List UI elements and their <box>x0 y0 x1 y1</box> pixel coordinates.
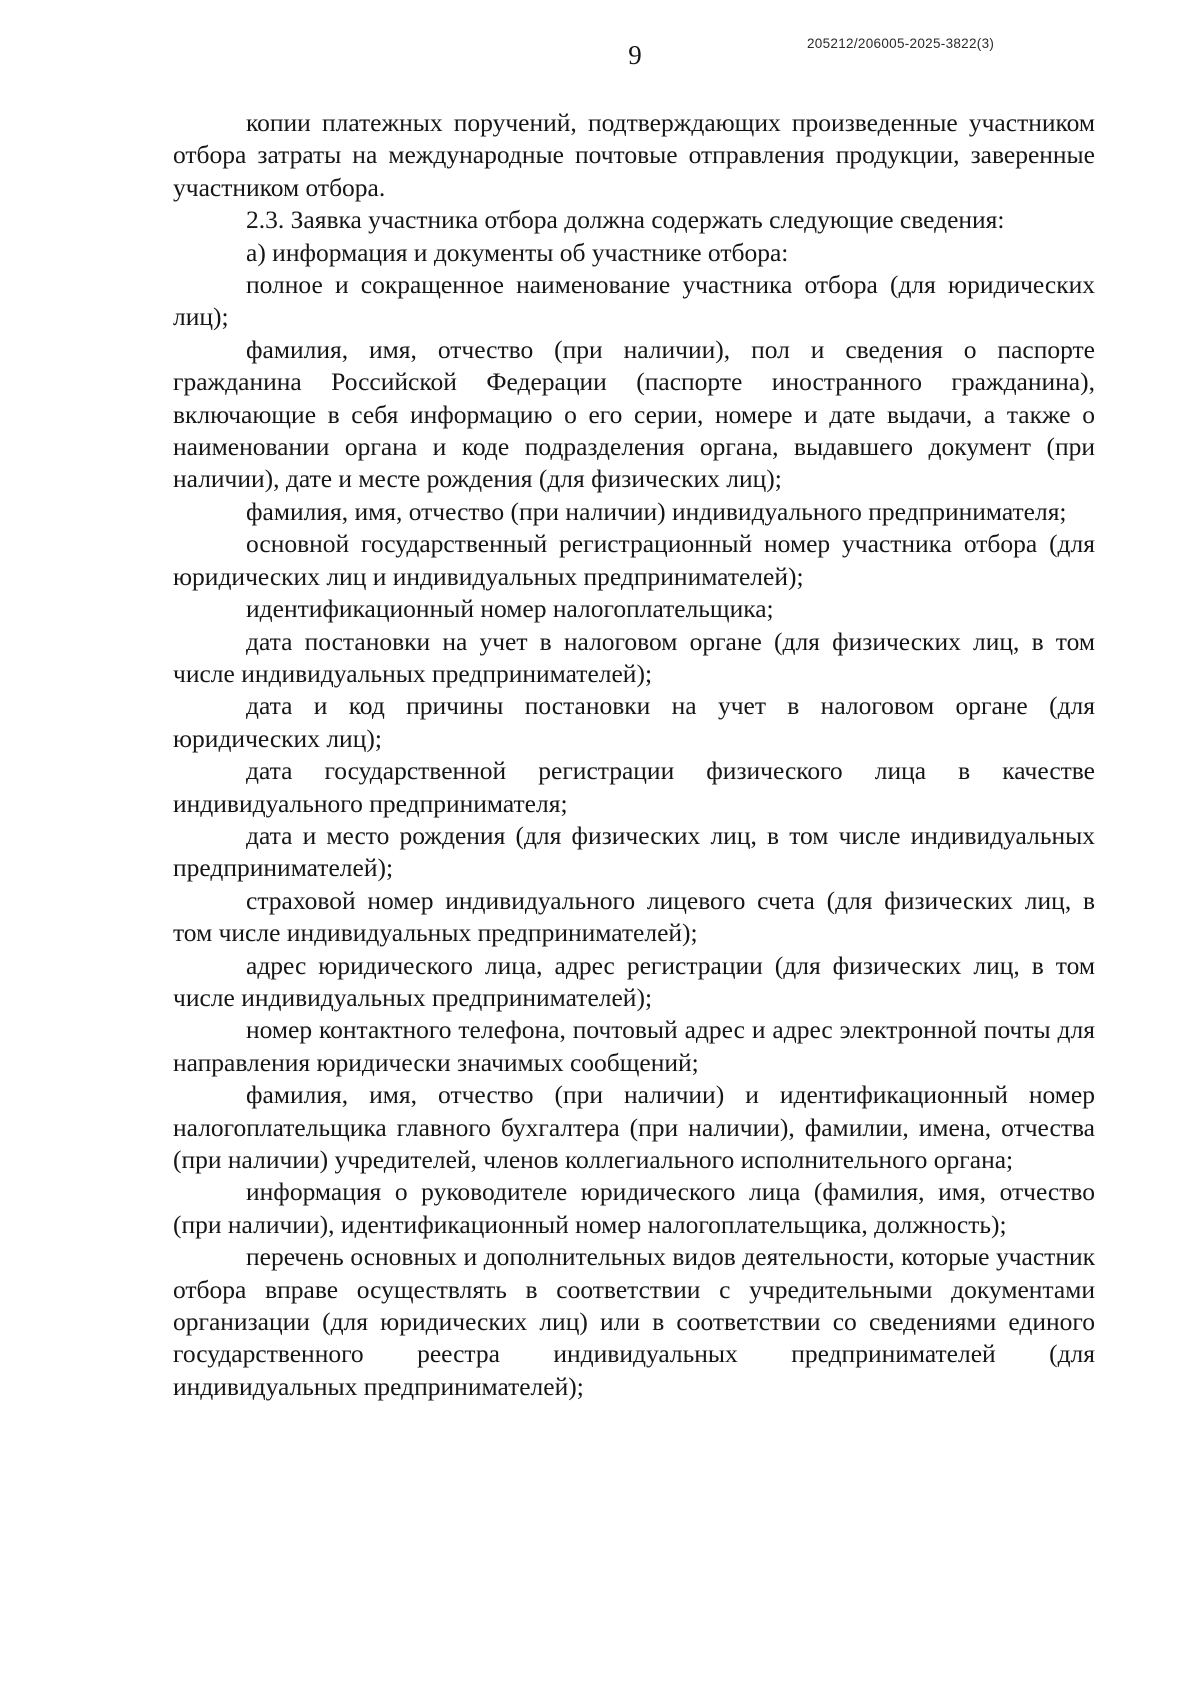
paragraph-inn: идентификационный номер налогоплательщика; <box>246 594 774 624</box>
paragraph-ogrn: основной государственный регистрационный номер участника отбора (для юридических лиц и индивидуальных предпринимателей); <box>173 529 1095 591</box>
paragraph-tax-registration-date: дата постановки на учет в налоговом органе (для физических лиц, в том числе индивидуальных предпринимателей); <box>173 626 1095 688</box>
paragraph-director-info: информация о руководителе юридического лица (фамилия, имя, отчество (при наличии), идентификационный номер налогоплательщика, должность); <box>173 1177 1095 1239</box>
paragraph-activity-types: перечень основных и дополнительных видов деятельности, которые участник отбора вправе осуществлять в соответствии с учредительными документами организации (для юридических лиц) или в соответствии со сведениями единого государственного реестра индивидуальных предпринимателей (для индивидуальных предпринимателей); <box>173 1242 1095 1401</box>
paragraph-kpp: дата и код причины постановки на учет в налоговом органе (для юридических лиц); <box>173 691 1095 753</box>
paragraph-accountant-founders: фамилия, имя, отчество (при наличии) и идентификационный номер налогоплательщика главного бухгалтера (при наличии), фамилии, имена, отчества (при наличии) учредителей, членов коллегиального исполнительного органа; <box>173 1080 1095 1174</box>
paragraph-payment-orders: копии платежных поручений, подтверждающих произведенные участником отбора затраты на международные почтовые отправления продукции, заверенные участником отбора. <box>173 108 1095 202</box>
paragraph-entrepreneur-name: фамилия, имя, отчество (при наличии) индивидуального предпринимателя; <box>246 496 1067 526</box>
document-body <box>173 107 1095 1403</box>
paragraph-birth-date-place: дата и место рождения (для физических лиц, в том числе индивидуальных предпринимателей); <box>173 820 1095 883</box>
paragraph-item-a: а) информация и документы об участнике отбора: <box>246 237 789 267</box>
paragraph-full-name: полное и сокращенное наименование участника отбора (для юридических лиц); <box>173 270 1095 332</box>
paragraph-address: адрес юридического лица, адрес регистрации (для физических лиц, в том числе индивидуальных предпринимателей); <box>173 950 1095 1012</box>
paragraph-passport-info: фамилия, имя, отчество (при наличии), пол и сведения о паспорте гражданина Российской Федерации (паспорте иностранного гражданина), включающие в себя информацию о его серии, номере и дате выдачи, а также о наименовании органа и коде подразделения органа, выдавшего документ (при наличии), дате и месте рождения (для физических лиц); <box>173 334 1095 494</box>
page-number: 9 <box>628 40 642 70</box>
paragraph-contacts: номер контактного телефона, почтовый адрес и адрес электронной почты для направления юридически значимых сообщений; <box>173 1015 1095 1077</box>
paragraph-snils: страховой номер индивидуального лицевого счета (для физических лиц, в том числе индивидуальных предпринимателей); <box>173 885 1095 948</box>
paragraph-state-registration-date: дата государственной регистрации физического лица в качестве индивидуального предпринимателя; <box>173 756 1095 818</box>
paragraph-section-2-3: 2.3. Заявка участника отбора должна содержать следующие сведения: <box>246 205 1005 235</box>
document-id: 205212/206005-2025-3822(3) <box>807 36 995 51</box>
